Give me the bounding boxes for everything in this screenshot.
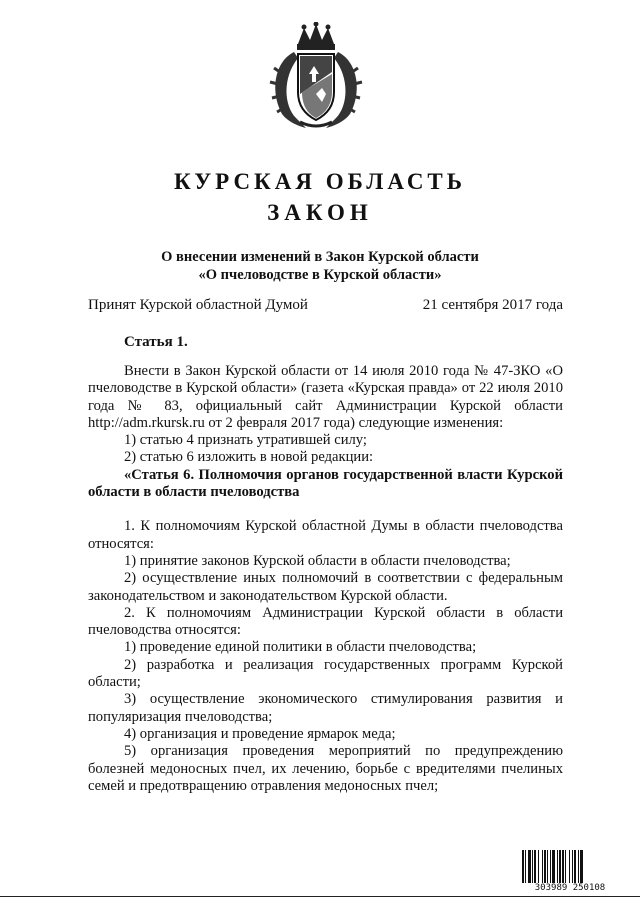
adopted-by: Принят Курской областной Думой bbox=[88, 297, 308, 313]
adoption-date: 21 сентября 2017 года bbox=[422, 297, 563, 313]
paragraph: Внести в Закон Курской области от 14 июля 2010 года № 47-ЗКО «О пчеловодстве в Курской области» (газета «Курская правда» от 22 июля 2010 года № 83, официальный сайт Администрации Курской области http://adm.rkursk.ru от 2 февраля 2017 года) следующие изменения: bbox=[88, 363, 563, 431]
paragraph: 2) статью 6 изложить в новой редакции: bbox=[124, 449, 374, 466]
law-title: ЗАКОН bbox=[267, 200, 373, 225]
page-bottom-rule bbox=[0, 896, 640, 897]
paragraph: 1. К полномочиям Курской областной Думы в области пчеловодства относятся: bbox=[88, 518, 563, 552]
paragraph: 2. К полномочиям Администрации Курской области в области пчеловодства относятся: bbox=[88, 604, 563, 639]
article-heading: Статья 1. bbox=[124, 334, 188, 350]
paragraph: 1) проведение единой политики в области пчеловодства; bbox=[124, 639, 477, 656]
article-6-heading: «Статья 6. Полномочия органов государственной власти Курской области в области пчеловодства bbox=[88, 466, 563, 501]
subtitle-line: О внесении изменений в Закон Курской области bbox=[161, 249, 479, 265]
paragraph: 2) разработка и реализация государственных программ Курской области; bbox=[88, 656, 563, 691]
coat-of-arms-icon bbox=[264, 22, 368, 130]
document-body bbox=[88, 363, 563, 795]
paragraph: 1) статью 4 признать утратившей силу; bbox=[124, 432, 367, 449]
paragraph: 1) принятие законов Курской области в области пчеловодства; bbox=[124, 552, 511, 569]
paragraph: 4) организация и проведение ярмарок меда; bbox=[124, 725, 396, 742]
subtitle-line: «О пчеловодстве в Курской области» bbox=[198, 267, 442, 283]
paragraph: 3) осуществление экономического стимулирования развития и популяризация пчеловодства; bbox=[88, 691, 563, 725]
paragraph: 2) осуществление иных полномочий в соответствии с федеральным законодательством и законодательством Курской области. bbox=[88, 570, 563, 604]
barcode-number: 303989 250108 bbox=[520, 883, 620, 893]
paragraph: 5) организация проведения мероприятий по предупреждению болезней медоносных пчел, их лечению, борьбе с вредителями пчелиных семей и предотвращению отравления медоносных пчел; bbox=[88, 743, 563, 794]
region-title: КУРСКАЯ ОБЛАСТЬ bbox=[174, 169, 466, 194]
document-subtitle bbox=[0, 248, 640, 284]
